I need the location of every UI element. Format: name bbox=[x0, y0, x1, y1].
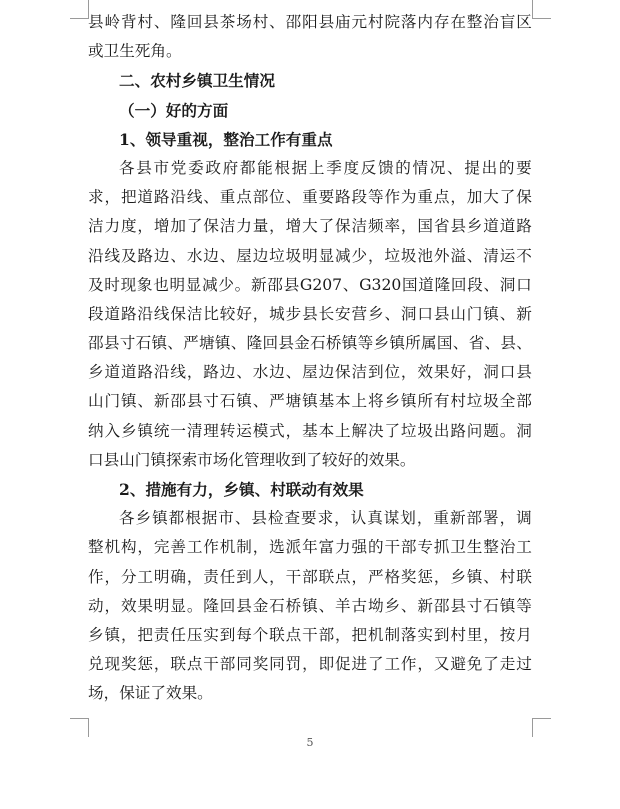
document-body bbox=[88, 8, 532, 709]
paragraph-line: 兑 现 奖 惩 ， 联 点 干 部 同 奖 同 罚 ， 即 促 进 了 工 作 ， 又 避 免 了 走 过 bbox=[88, 655, 532, 674]
paragraph-line: 整 机 构 ， 完 善 工 作 机 制 ， 选 派 年 富 力 强 的 干 部 专 抓 卫 生 整 治 工 bbox=[88, 538, 532, 557]
margin-mark-top-left bbox=[70, 0, 89, 19]
paragraph-line: 各 乡 镇 都 根 据 市 、 县 检 查 要 求 ， 认 真 谋 划 ， 重 新 部 署 ， 调 bbox=[119, 509, 532, 528]
paragraph-line: 求 ， 把 道 路 沿 线 、 重 点 部 位 、 重 要 路 段 等 作 为 重 点 ， 加 大 了 保 bbox=[88, 188, 532, 207]
paragraph-line: 沿 线 及 路 边 、 水 边 、 屋 边 垃 圾 明 显 减 少 ， 垃 圾 池 外 溢 、 清 运 不 bbox=[88, 246, 532, 265]
paragraph-line: 山 门 镇 、 新 邵 县 寸 石 镇 、 严 塘 镇 基 本 上 将 乡 镇 所 有 村 垃 圾 全 部 bbox=[88, 392, 532, 411]
margin-mark-bottom-right bbox=[532, 718, 551, 737]
margin-mark-bottom-left bbox=[70, 718, 89, 737]
section-heading-line: 1、领导重视，整治工作有重点 bbox=[119, 129, 333, 149]
section-heading-line: 二、农村乡镇卫生情况 bbox=[119, 71, 275, 91]
paragraph-line: 及 时 现 象 也 明 显 减 少 。 新 邵 县 G207 、 G320 国 道 隆 回 段 、 洞 口 bbox=[88, 275, 532, 294]
paragraph-line: 乡 道 道 路 沿 线 ， 路 边 、 水 边 、 屋 边 保 洁 到 位 ， 效 果 好 ， 洞 口 县 bbox=[88, 363, 532, 382]
section-heading-line: 2、措施有力，乡镇、村联动有效果 bbox=[119, 480, 364, 499]
paragraph-line: 段 道 路 沿 线 保 洁 比 较 好 ， 城 步 县 长 安 营 乡 、 洞 口 县 山 门 镇 、 新 bbox=[88, 304, 532, 323]
paragraph-line: 乡 镇 ， 把 责 任 压 实 到 每 个 联 点 干 部 ， 把 机 制 落 实 到 村 里 ， 按 月 bbox=[88, 625, 532, 644]
paragraph-line: 各 县 市 党 委 政 府 都 能 根 据 上 季 度 反 馈 的 情 况 、 提 出 的 要 bbox=[119, 158, 532, 177]
paragraph-line: 纳 入 乡 镇 统 一 清 理 转 运 模 式 ， 基 本 上 解 决 了 垃 圾 出 路 问 题 。 洞 bbox=[88, 421, 532, 440]
paragraph-line: 县 岭 背 村 、 隆 回 县 茶 场 村 、 邵 阳 县 庙 元 村 院 落 内 存 在 整 治 盲 区 bbox=[88, 13, 532, 31]
paragraph-line: 邵 县 寸 石 镇 、 严 塘 镇 、 隆 回 县 金 石 桥 镇 等 乡 镇 所 属 国 、 省 、 县 、 bbox=[88, 334, 532, 353]
paragraph-line: 洁 力 度 ， 增 加 了 保 洁 力 量 ， 增 大 了 保 洁 频 率 ， 国 省 县 乡 道 道 路 bbox=[88, 217, 532, 236]
margin-mark-top-right bbox=[532, 0, 551, 19]
paragraph-line: 作 ， 分 工 明 确 ， 责 任 到 人 ， 干 部 联 点 ， 严 格 奖 惩 ， 乡 镇 、 村 联 bbox=[88, 567, 532, 586]
paragraph-line: 口县山门镇探索市场化管理收到了较好的效果。 bbox=[88, 450, 416, 469]
page-number: 5 bbox=[306, 736, 314, 749]
paragraph-line: 场，保证了效果。 bbox=[88, 684, 213, 703]
paragraph-line: 或卫生死角。 bbox=[88, 42, 182, 61]
section-heading-line: （一）好的方面 bbox=[119, 100, 229, 120]
paragraph-line: 动 ， 效 果 明 显 。 隆 回 县 金 石 桥 镇 、 羊 古 坳 乡 、 新 邵 县 寸 石 镇 等 bbox=[88, 596, 532, 615]
